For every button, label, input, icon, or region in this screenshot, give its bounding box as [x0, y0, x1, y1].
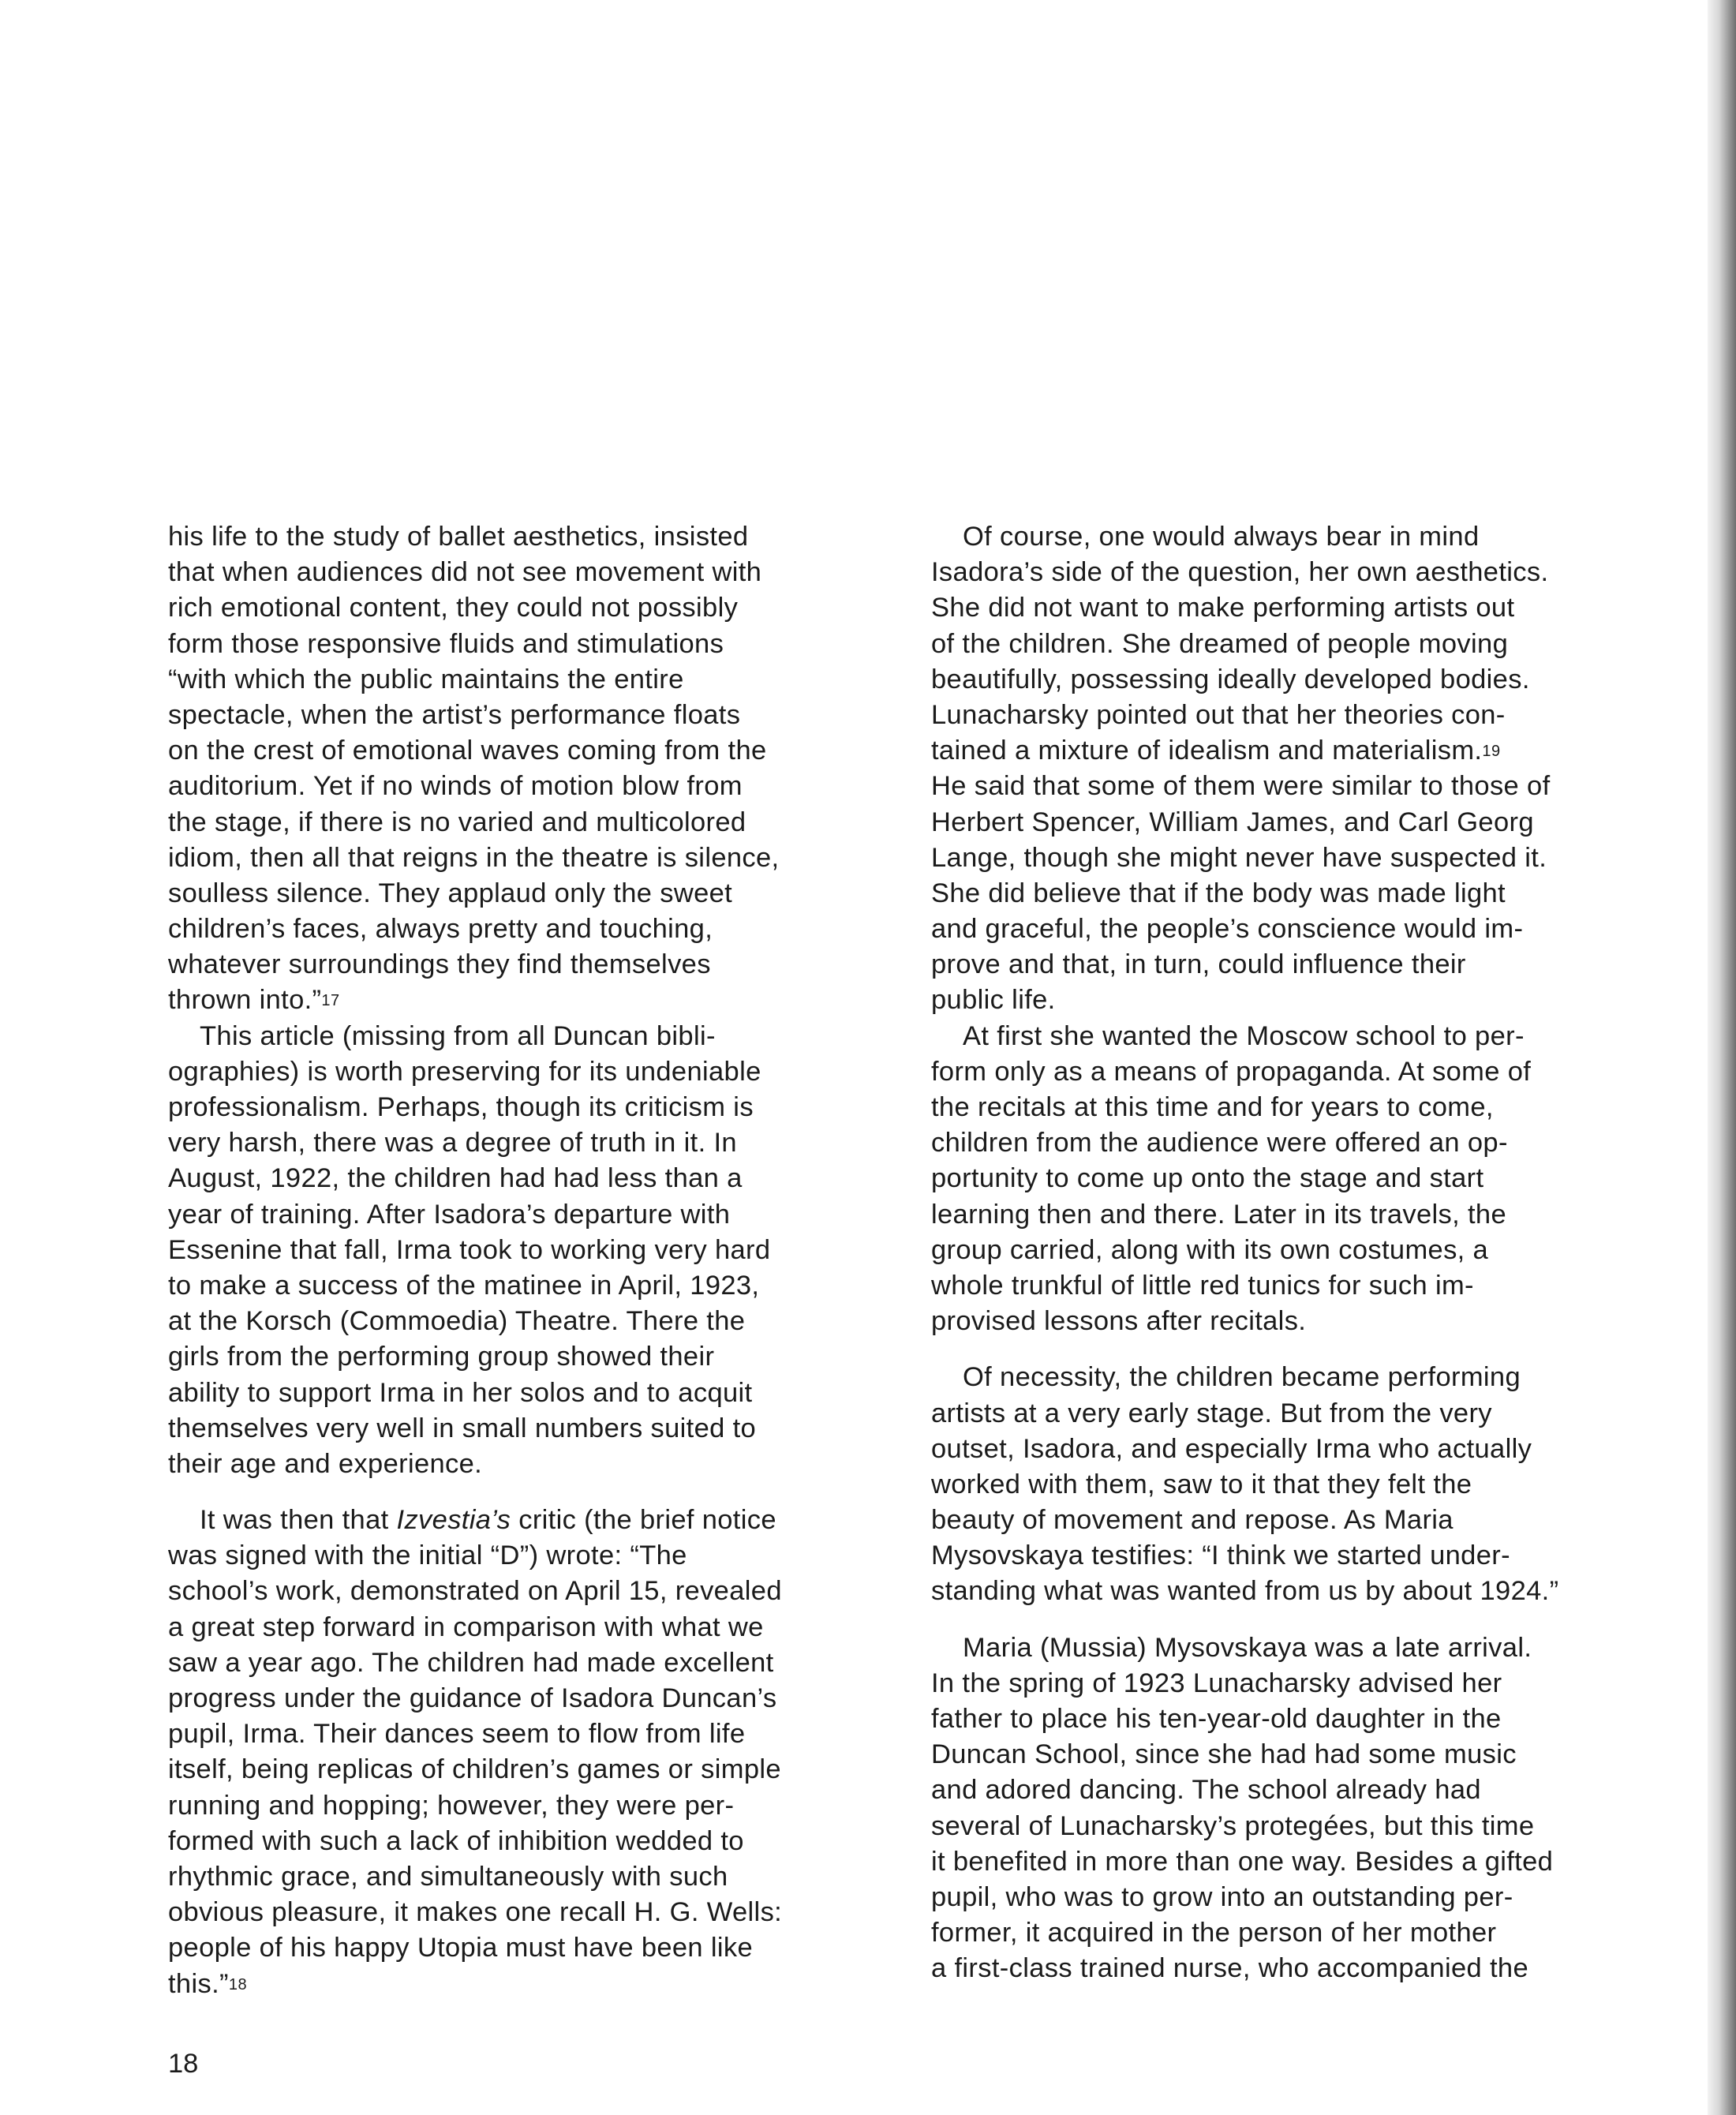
text-line: pupil, who was to grow into an outstanding per-: [931, 1881, 1513, 1912]
text-line: Mysovskaya testifies: “I think we started under-: [931, 1540, 1510, 1571]
text-line: Of necessity, the children became performing: [963, 1362, 1521, 1393]
text-line: At first she wanted the Moscow school to per-: [963, 1020, 1525, 1051]
text-line: Essenine that fall, Irma took to working very hard: [168, 1234, 771, 1265]
text-line: was signed with the initial “D”) wrote: “The: [168, 1540, 687, 1571]
paragraph: [168, 1019, 890, 1482]
text-line: This article (missing from all Duncan bibli-: [200, 1020, 716, 1051]
text-line: itself, being replicas of children’s games or simple: [168, 1754, 781, 1785]
text-line: progress under the guidance of Isadora Duncan’s: [168, 1683, 777, 1713]
text-line: at the Korsch (Commoedia) Theatre. There the: [168, 1306, 746, 1337]
text-line: auditorium. Yet if no winds of motion blow from: [168, 771, 743, 802]
text-line: whole trunkful of little red tunics for such im-: [931, 1270, 1474, 1301]
text-line: a great step forward in comparison with what we: [168, 1612, 764, 1642]
text-line: on the crest of emotional waves coming from the: [168, 736, 767, 766]
text-line-content: It was then that: [200, 1505, 397, 1536]
text-line: worked with them, saw to it that they felt the: [931, 1469, 1472, 1499]
text-line: Isadora’s side of the question, her own aesthetics.: [931, 557, 1549, 588]
text-line: portunity to come up onto the stage and start: [931, 1163, 1484, 1194]
text-line: [168, 1967, 890, 2002]
text-line: to make a success of the matinee in April, 1923,: [168, 1270, 760, 1301]
text-line: a first-class trained nurse, who accompanied the: [931, 1953, 1528, 1984]
text-line: saw a year ago. The children had made excellent: [168, 1647, 774, 1678]
text-line: year of training. After Isadora’s departure with: [168, 1199, 731, 1230]
text-line-content: thrown into.”: [168, 985, 322, 1016]
text-line: Herbert Spencer, William James, and Carl Georg: [931, 807, 1534, 837]
text-line: it benefited in more than one way. Besides a gifted: [931, 1846, 1554, 1877]
page-edge-shadow: [1708, 0, 1736, 2115]
text-line: He said that some of them were similar to those of: [931, 771, 1551, 802]
text-line: beautifully, possessing ideally developed bodies.: [931, 664, 1530, 694]
text-line: outset, Isadora, and especially Irma who actually: [931, 1433, 1532, 1464]
footnote-ref: 19: [1482, 743, 1501, 761]
text-line: She did believe that if the body was made light: [931, 878, 1506, 908]
text-line: prove and that, in turn, could influence their: [931, 949, 1466, 980]
text-line: children’s faces, always pretty and touching,: [168, 914, 713, 945]
text-line: rhythmic grace, and simultaneously with such: [168, 1861, 728, 1892]
text-line: artists at a very early stage. But from the very: [931, 1398, 1492, 1428]
footnote-ref: 18: [228, 1975, 248, 1993]
text-line-content: tained a mixture of idealism and materialism.: [931, 736, 1483, 766]
text-line: beauty of movement and repose. As Maria: [931, 1505, 1454, 1536]
text-line: that when audiences did not see movement with: [168, 557, 762, 588]
right-column: [931, 519, 1661, 1987]
text-line: August, 1922, the children had had less than a: [168, 1163, 743, 1194]
text-line: form those responsive fluids and stimulations: [168, 628, 724, 659]
left-column: [168, 519, 890, 2002]
text-line: Lange, though she might never have suspected it.: [931, 842, 1547, 873]
text-line: school’s work, demonstrated on April 15, revealed: [168, 1576, 782, 1607]
text-line: public life.: [931, 985, 1056, 1016]
text-line: their age and experience.: [168, 1448, 483, 1479]
text-line: the stage, if there is no varied and multicolored: [168, 807, 746, 837]
text-line: whatever surroundings they find themselves: [168, 949, 711, 980]
text-line: the recitals at this time and for years to come,: [931, 1092, 1494, 1122]
text-line-content: critic (the brief notice: [511, 1505, 776, 1536]
text-line: form only as a means of propaganda. At some of: [931, 1056, 1532, 1087]
text-line: [168, 1503, 890, 1538]
text-line: pupil, Irma. Their dances seem to flow from life: [168, 1719, 746, 1750]
text-line: ability to support Irma in her solos and to acquit: [168, 1377, 753, 1408]
text-line: and graceful, the people’s conscience would im-: [931, 914, 1524, 945]
text-line: Of course, one would always bear in mind: [963, 522, 1480, 552]
paragraph: [931, 519, 1661, 1019]
text-line: Duncan School, since she had had some music: [931, 1739, 1517, 1770]
text-line: very harsh, there was a degree of truth in it. In: [168, 1128, 737, 1159]
paragraph: [931, 1019, 1661, 1340]
text-line: former, it acquired in the person of her mother: [931, 1918, 1497, 1948]
text-line: soulless silence. They applaud only the sweet: [168, 878, 733, 908]
text-line: professionalism. Perhaps, though its criticism is: [168, 1092, 754, 1122]
text-line: running and hopping; however, they were per-: [168, 1790, 735, 1821]
footnote-ref: 17: [321, 992, 340, 1010]
paragraph: [168, 1503, 890, 2002]
text-line: formed with such a lack of inhibition wedded to: [168, 1825, 744, 1856]
text-line: In the spring of 1923 Lunacharsky advised her: [931, 1668, 1502, 1698]
paragraph: [931, 1630, 1661, 1987]
text-line: children from the audience were offered an op-: [931, 1128, 1508, 1159]
text-line: [168, 983, 890, 1018]
page-number: 18: [168, 2049, 199, 2079]
text-line-content: this.”: [168, 1968, 229, 1999]
text-line: his life to the study of ballet aesthetics, insisted: [168, 522, 749, 552]
text-line: Lunacharsky pointed out that her theories con-: [931, 699, 1506, 730]
text-line: standing what was wanted from us by about 1924.”: [931, 1576, 1559, 1607]
publication-title: Izvestia’s: [396, 1505, 511, 1536]
text-line: idiom, then all that reigns in the theatre is silence,: [168, 842, 780, 873]
text-line: several of Lunacharsky’s protegées, but this time: [931, 1810, 1535, 1841]
text-line: father to place his ten-year-old daughter in the: [931, 1704, 1502, 1734]
text-line: obvious pleasure, it makes one recall H. G. Wells:: [168, 1897, 783, 1928]
text-line: “with which the public maintains the entire: [168, 664, 684, 694]
text-line: provised lessons after recitals.: [931, 1306, 1307, 1337]
text-line: rich emotional content, they could not possibly: [168, 593, 739, 623]
paragraph: [931, 1360, 1661, 1609]
text-line: She did not want to make performing artists out: [931, 593, 1515, 623]
text-line: and adored dancing. The school already had: [931, 1775, 1481, 1806]
text-line: ographies) is worth preserving for its undeniable: [168, 1056, 761, 1087]
text-line: people of his happy Utopia must have been like: [168, 1933, 754, 1963]
text-line: spectacle, when the artist’s performance floats: [168, 699, 741, 730]
text-line: of the children. She dreamed of people moving: [931, 628, 1509, 659]
text-line: [931, 733, 1661, 769]
text-line: themselves very well in small numbers suited to: [168, 1413, 757, 1443]
text-line: learning then and there. Later in its travels, the: [931, 1199, 1507, 1230]
text-line: girls from the performing group showed their: [168, 1342, 715, 1372]
text-line: Maria (Mussia) Mysovskaya was a late arrival.: [963, 1632, 1532, 1663]
text-line: group carried, along with its own costumes, a: [931, 1234, 1489, 1265]
paragraph-continued: [168, 519, 890, 1019]
